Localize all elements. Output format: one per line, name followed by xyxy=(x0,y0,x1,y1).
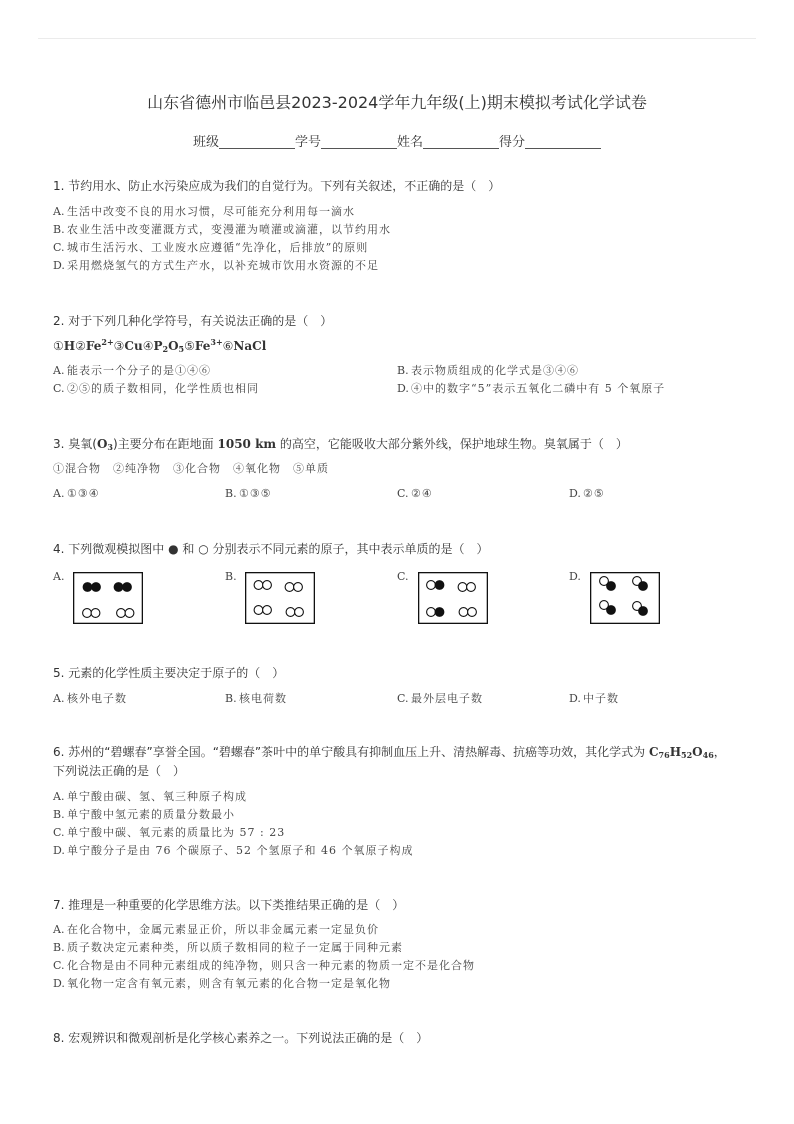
option-label: A. xyxy=(53,364,65,377)
option-text: ②⑤的质子数相同，化学性质也相同 xyxy=(67,382,259,395)
question-stem xyxy=(53,743,768,781)
option-d xyxy=(569,690,741,708)
black-atom xyxy=(607,582,616,591)
particle-diagram-d xyxy=(590,572,660,624)
option-a xyxy=(53,362,397,380)
black-atom xyxy=(639,582,648,591)
option-text: 单宁酸中氢元素的质量分数最小 xyxy=(67,808,235,821)
option-c xyxy=(397,485,569,503)
option-text: 化合物是由不同种元素组成的纯净物，则只含一种元素的物质一定不是化合物 xyxy=(67,959,475,972)
black-atom xyxy=(435,608,444,617)
class-label: 班级 xyxy=(192,135,219,150)
student-id-blank xyxy=(321,135,397,149)
symbol-index: ⑤ xyxy=(184,339,195,353)
option-label: B. xyxy=(53,808,65,821)
symbol-6 xyxy=(223,337,267,355)
molecule xyxy=(633,577,648,591)
option-text: 最外层电子数 xyxy=(411,692,483,705)
particle-diagram-a xyxy=(73,572,143,624)
option-label: A. xyxy=(53,487,65,500)
symbol-formula: H xyxy=(63,339,76,353)
stem-line-2 xyxy=(53,762,768,781)
question-4 xyxy=(53,541,768,624)
subscript: 76 xyxy=(658,750,670,760)
option-b xyxy=(225,570,397,624)
question-number: 1. xyxy=(53,179,65,193)
option-a xyxy=(53,203,741,221)
white-atom xyxy=(427,608,436,617)
option-b xyxy=(225,485,397,503)
option-text: 能表示一个分子的是①④⑥ xyxy=(67,364,211,377)
molecule xyxy=(254,581,271,590)
question-number: 8. xyxy=(53,1031,65,1045)
option-label: B. xyxy=(53,941,65,954)
white-atom xyxy=(91,609,100,618)
option-label: C. xyxy=(53,241,65,254)
question-8 xyxy=(53,1030,768,1046)
molecule xyxy=(114,583,131,592)
molecule xyxy=(633,602,648,616)
question-text: 苏州的“碧螺春”享誉全国。“碧螺春”茶叶中的单宁酸具有抑制血压上升、清热解毒、抗癌等功效，其化学式为 xyxy=(68,745,646,759)
option-text: 采用燃烧氢气的方式生产水，以补充城市饮用水资源的不足 xyxy=(67,259,379,272)
option-list xyxy=(53,203,768,275)
option-a xyxy=(53,921,741,939)
molecule xyxy=(83,609,100,618)
option-label: C. xyxy=(53,959,65,972)
molecule xyxy=(458,583,475,592)
question-text: 元素的化学性质主要决定于原子的（ ） xyxy=(68,666,285,680)
question-text: 臭氧( xyxy=(68,437,97,451)
option-text: ②⑤ xyxy=(583,487,605,500)
option-label: C. xyxy=(53,382,65,395)
symbol-5 xyxy=(184,337,223,355)
white-atom xyxy=(286,608,295,617)
black-atom xyxy=(123,583,132,592)
option-a xyxy=(53,485,225,503)
option-a xyxy=(53,788,741,806)
option-text: 在化合物中，金属元素显正价，所以非金属元素一定显负价 xyxy=(67,923,379,936)
question-number: 2. xyxy=(53,314,65,328)
option-label: D. xyxy=(53,977,65,990)
option-text: 核电荷数 xyxy=(239,692,287,705)
option-label: A. xyxy=(53,790,65,803)
option-text: ②④ xyxy=(411,487,433,500)
question-text: )主要分布在距地面 xyxy=(113,437,218,451)
option-c xyxy=(53,239,741,257)
black-atom xyxy=(83,583,92,592)
question-text: 的高空，它能吸收大部分紫外线，保护地球生物。臭氧属于（ ） xyxy=(276,437,628,451)
option-list xyxy=(53,485,768,503)
option-b xyxy=(53,806,741,824)
white-atom xyxy=(263,606,272,615)
option-text: ④中的数字“5”表示五氧化二磷中有 5 个氧原子 xyxy=(411,382,666,395)
option-list xyxy=(53,690,768,708)
white-atom xyxy=(263,581,272,590)
option-d xyxy=(53,842,741,860)
white-atom xyxy=(254,606,263,615)
option-label: D. xyxy=(53,259,65,272)
symbol-formula: Fe xyxy=(85,339,102,353)
molecule xyxy=(254,606,271,615)
symbol-index: ② xyxy=(75,339,86,353)
name-label: 姓名 xyxy=(397,135,424,150)
option-list xyxy=(53,788,768,860)
molecule xyxy=(600,601,616,615)
black-atom xyxy=(92,583,101,592)
option-c xyxy=(53,380,397,398)
symbol-formula: P xyxy=(153,339,163,353)
option-c xyxy=(397,690,569,708)
question-stem xyxy=(53,665,768,681)
option-text: 单宁酸中碳、氧元素的质量比为 57 : 23 xyxy=(67,826,286,839)
molecule xyxy=(427,581,444,590)
white-atom xyxy=(467,583,476,592)
option-text: 城市生活污水、工业废水应遵循“先净化，后排放”的原则 xyxy=(67,241,369,254)
question-3 xyxy=(53,436,768,503)
symbol-1 xyxy=(53,337,75,355)
ozone-formula: O xyxy=(96,437,108,451)
black-atom xyxy=(607,606,616,615)
question-stem xyxy=(53,541,768,557)
option-label: C. xyxy=(397,692,409,705)
option-label: C. xyxy=(397,570,409,583)
option-label: B. xyxy=(397,364,409,377)
option-d xyxy=(53,257,741,275)
white-atom xyxy=(458,583,467,592)
option-text: ①③⑤ xyxy=(239,487,272,500)
question-stem xyxy=(53,178,768,194)
particle-diagram-c xyxy=(418,572,488,624)
top-divider xyxy=(38,38,756,39)
option-d xyxy=(397,380,741,398)
option-a xyxy=(53,570,225,624)
option-label: D. xyxy=(569,487,581,500)
punctuation: ， xyxy=(713,745,726,759)
tannic-acid-formula xyxy=(649,745,714,759)
symbol-3 xyxy=(114,337,143,355)
question-number: 7. xyxy=(53,898,65,912)
question-stem xyxy=(53,897,768,913)
element-symbol: C xyxy=(648,745,659,759)
option-text: 中子数 xyxy=(583,692,619,705)
score-blank xyxy=(525,135,601,149)
diagram-frame xyxy=(246,573,315,624)
question-stem xyxy=(53,436,768,452)
ion-charge: 3+ xyxy=(210,337,223,347)
option-label: D. xyxy=(569,570,581,583)
option-label: D. xyxy=(397,382,409,395)
student-id-label: 学号 xyxy=(294,135,321,150)
subscript: 2 xyxy=(162,344,169,354)
diagram-options xyxy=(53,570,768,624)
white-atom xyxy=(295,608,304,617)
symbol-index: ① xyxy=(53,339,64,353)
stem-line-1 xyxy=(53,743,768,762)
option-b xyxy=(53,221,741,239)
symbol-index: ⑥ xyxy=(222,339,234,353)
symbol-4 xyxy=(143,337,184,355)
option-b xyxy=(53,939,741,957)
question-text: 节约用水、防止水污染应成为我们的自觉行为。下列有关叙述，不正确的是（ ） xyxy=(68,179,501,193)
question-number: 3. xyxy=(53,437,65,451)
class-blank xyxy=(219,135,295,149)
question-text: 宏观辨识和微观剖析是化学核心素养之一。下列说法正确的是（ ） xyxy=(68,1031,429,1045)
option-text: 单宁酸分子是由 76 个碳原子、52 个氢原子和 46 个氧原子构成 xyxy=(67,844,414,857)
question-6 xyxy=(53,743,768,860)
option-a xyxy=(53,690,225,708)
question-7 xyxy=(53,897,768,993)
molecule xyxy=(427,608,444,617)
altitude-value: 1050 km xyxy=(217,437,277,451)
white-atom xyxy=(285,583,294,592)
element-symbol: H xyxy=(669,745,682,759)
chemical-symbols-list xyxy=(53,337,768,355)
symbol-formula: O xyxy=(168,339,179,353)
white-atom xyxy=(427,581,436,590)
option-c xyxy=(53,957,741,975)
option-label: B. xyxy=(225,692,237,705)
category-choices: ①混合物 ②纯净物 ③化合物 ④氧化物 ⑤单质 xyxy=(53,462,329,475)
question-number: 5. xyxy=(53,666,65,680)
option-d xyxy=(569,485,741,503)
white-atom xyxy=(468,608,477,617)
subscript: 3 xyxy=(107,442,113,452)
option-label: A. xyxy=(53,205,65,218)
option-c xyxy=(397,570,569,624)
ion-charge: 2+ xyxy=(101,337,114,347)
option-label: A. xyxy=(53,923,65,936)
option-text: ①③④ xyxy=(67,487,100,500)
option-b xyxy=(397,362,741,380)
particle-diagram-b xyxy=(245,572,315,624)
option-label: B. xyxy=(225,570,237,583)
name-blank xyxy=(423,135,499,149)
white-atom xyxy=(254,581,263,590)
symbol-2 xyxy=(75,337,114,355)
black-atom xyxy=(639,607,648,616)
molecule xyxy=(600,577,616,591)
option-d xyxy=(569,570,741,624)
question-text: 下列微观模拟图中 ● 和 ○ 分别表示不同元素的原子，其中表示单质的是（ ） xyxy=(68,542,489,556)
option-text: 表示物质组成的化学式是③④⑥ xyxy=(411,364,579,377)
exam-title: 山东省德州市临邑县2023-2024学年九年级(上)期末模拟考试化学试卷 xyxy=(147,93,647,112)
subscript: 5 xyxy=(178,344,185,354)
question-2 xyxy=(53,313,768,398)
option-text: 生活中改变不良的用水习惯，尽可能充分利用每一滴水 xyxy=(67,205,355,218)
score-label: 得分 xyxy=(499,135,526,150)
subscript: 46 xyxy=(702,750,714,760)
option-list xyxy=(53,921,768,993)
option-label: C. xyxy=(53,826,65,839)
black-atom xyxy=(435,581,444,590)
question-number: 4. xyxy=(53,542,65,556)
white-atom xyxy=(117,609,126,618)
molecule xyxy=(117,609,134,618)
option-label: C. xyxy=(397,487,409,500)
molecule xyxy=(83,583,100,592)
question-1 xyxy=(53,178,768,275)
question-stem xyxy=(53,1030,768,1046)
student-info-line xyxy=(0,134,794,152)
option-text: 质子数决定元素种类，所以质子数相同的粒子一定属于同种元素 xyxy=(67,941,403,954)
question-text: 对于下列几种化学符号，有关说法正确的是（ ） xyxy=(68,314,333,328)
molecule xyxy=(285,583,302,592)
question-text: 推理是一种重要的化学思维方法。以下类推结果正确的是（ ） xyxy=(68,898,405,912)
molecule xyxy=(286,608,303,617)
question-number: 6. xyxy=(53,745,65,759)
option-label: B. xyxy=(53,223,65,236)
symbol-index: ③ xyxy=(113,339,125,353)
symbol-formula: Cu xyxy=(124,339,143,353)
option-text: 单宁酸由碳、氢、氧三种原子构成 xyxy=(67,790,247,803)
molecule xyxy=(459,608,476,617)
option-c xyxy=(53,824,741,842)
option-d xyxy=(53,975,741,993)
element-symbol: O xyxy=(692,745,703,759)
option-text: 核外电子数 xyxy=(67,692,127,705)
question-5 xyxy=(53,665,768,708)
option-list xyxy=(53,362,768,398)
option-label: B. xyxy=(225,487,237,500)
question-text: 下列说法正确的是（ ） xyxy=(53,764,186,778)
option-label: D. xyxy=(53,844,65,857)
subscript: 52 xyxy=(681,750,693,760)
option-text: 氧化物一定含有氧元素，则含有氧元素的化合物一定是氧化物 xyxy=(67,977,391,990)
white-atom xyxy=(459,608,468,617)
option-label: A. xyxy=(53,570,65,583)
black-atom xyxy=(114,583,123,592)
question-stem xyxy=(53,313,768,329)
option-label: A. xyxy=(53,692,65,705)
option-b xyxy=(225,690,397,708)
white-atom xyxy=(83,609,92,618)
option-text: 农业生活中改变灌溉方式，变漫灌为喷灌或滴灌，以节约用水 xyxy=(67,223,391,236)
symbol-formula: Fe xyxy=(194,339,211,353)
symbol-formula: NaCl xyxy=(233,339,267,353)
symbol-index: ④ xyxy=(142,339,154,353)
option-label: D. xyxy=(569,692,581,705)
white-atom xyxy=(294,583,303,592)
white-atom xyxy=(125,609,134,618)
